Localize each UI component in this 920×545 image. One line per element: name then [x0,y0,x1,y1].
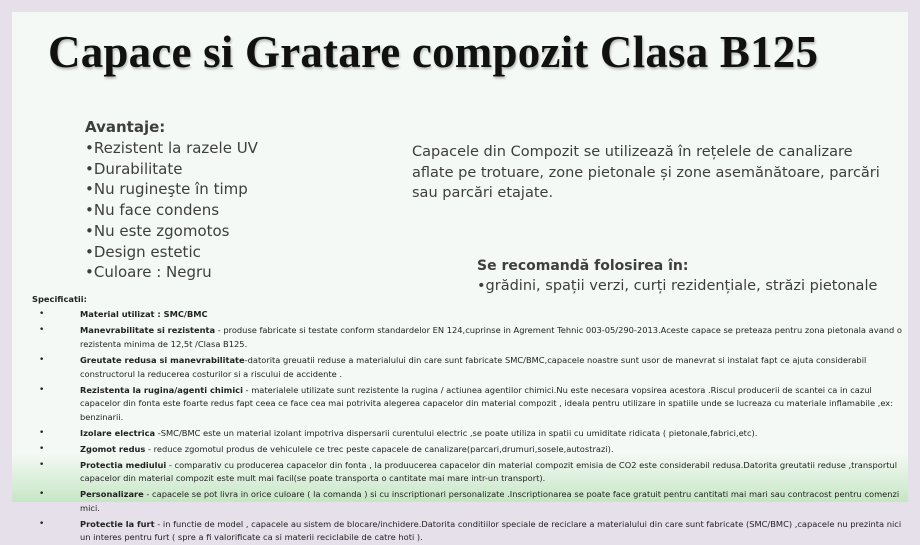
spec-label: Personalizare [80,489,144,500]
bullet-icon: • [39,309,45,320]
specifications-heading: Specificatii: [32,294,87,304]
advantages-heading: Avantaje: [85,118,166,136]
bullet-icon: • [39,518,45,529]
spec-text: - capacele se pot livra in orice culoare ( la comanda ) si cu inscriptionari personalizate .Inscriptionarea se poate face gratuit pentru cantitati mai mari sau contracost pentru comenzi mici. [80,489,900,513]
spec-item [32,427,912,441]
slide-panel [12,12,908,543]
spec-item [32,488,912,515]
spec-text: -SMC/BMC este un material izolant impotriva dispersarii curentului electric ,se poate utiliza in spatii cu umiditate ridicata ( pietonale,fabrici,etc). [155,427,758,438]
spec-label: Protectia mediului [80,459,167,470]
bullet-icon: • [39,459,45,470]
spec-item [32,443,912,457]
spec-label: Manevrabilitate si rezistenta [80,325,216,336]
spec-item [32,459,912,486]
spec-label: Material utilizat : SMC/BMC [80,309,208,320]
spec-text: - in functie de model , capacele au sistem de blocare/inchidere.Datorita conditiilor speciale de reciclare a materialului din care sunt fabricate (SMC/BMC) ,capacele nu prezinta nici un interes pentru furt ( spre a fi valorificate ca si materii reciclabile de catre hoti ). [80,518,902,543]
advantage-item: •Nu rugineşte în timp [85,180,248,199]
spec-label: Izolare electrica [80,427,156,438]
slide-title: Capace si Gratare compozit Clasa B125 [48,27,819,77]
bullet-icon: • [39,384,45,395]
spec-label: Protectie la furt [80,518,155,529]
spec-text: - comparativ cu producerea capacelor din fonta , la produucerea capacelor din material compozit emisia de CO2 este considerabil redusa.Datorita greutatii reduse ,transportul capacelor din material compozit este mult mai facil(se poate transporta o cantitate mai mare intr-un transport). [80,459,898,484]
advantage-item: •Nu face condens [85,201,220,220]
spec-item [32,518,912,545]
recommendation-item: •grădini, spații verzi, curți rezidențiale, străzi pietonale [477,278,878,294]
specifications-block [32,292,912,545]
bullet-icon: • [39,354,45,365]
advantage-item: •Nu este zgomotos [85,221,230,240]
spec-label: Greutate redusa si manevrabilitate [80,354,245,365]
spec-item [32,384,912,425]
spec-text: - produse fabricate si testate conform standardelor EN 124,cuprinse in Agrement Tehnic 003-05/290-2013.Aceste capace se preteaza pentru zona pietonala avand o rezistenta minima de 12,5t /Clasa B125. [80,325,902,349]
spec-item [32,308,912,322]
bullet-icon: • [39,443,45,454]
spec-label: Zgomot redus [80,443,146,454]
spec-text: - materialele utilizate sunt rezistente la rugina / actiunea agentilor chimici.Nu este necesara vopsirea acestora .Riscul producerii de scantei ca in cazul capacelor din fonta este foarte redus fapt ceea ce face cea mai potrivita alegerea capacelor din material compozit , ideala pentru utilizare in spatiile unde se lucreaza cu materiale inflamabile ,ex: benzinarii. [80,384,894,422]
advantage-item: •Design estetic [85,242,201,261]
bullet-icon: • [39,427,45,438]
bullet-icon: • [39,325,45,336]
spec-text: -datorita greuatii reduse a materialului din care sunt fabricate SMC/BMC,capacele noastre sunt usor de manevrat si instalat fapt ce ajuta considerabil constructorul la reducerea costurilor si a riscului de accidente . [80,354,867,379]
recommendation-block [477,256,877,296]
usage-description: Capacele din Compozit se utilizează în rețelele de canalizare aflate pe trotuare, zone pietonale și zone asemănătoare, parcări sau parcări etajate. [412,144,880,201]
spec-text: - reduce zgomotul produs de vehiculele ce trec peste capacele de canalizare(parcari,drumuri,sosele,autostrazi). [145,443,614,454]
advantage-item: •Culoare : Negru [85,263,212,282]
bullet-icon: • [39,489,45,500]
spec-label: Rezistenta la rugina/agenti chimici [80,384,243,395]
spec-item [32,354,912,381]
advantage-item: •Durabilitate [85,159,183,178]
advantages-block [85,117,258,283]
recommendation-heading: Se recomandă folosirea în: [477,258,689,274]
advantage-item: •Rezistent la razele UV [85,139,258,157]
spec-item [32,324,912,351]
